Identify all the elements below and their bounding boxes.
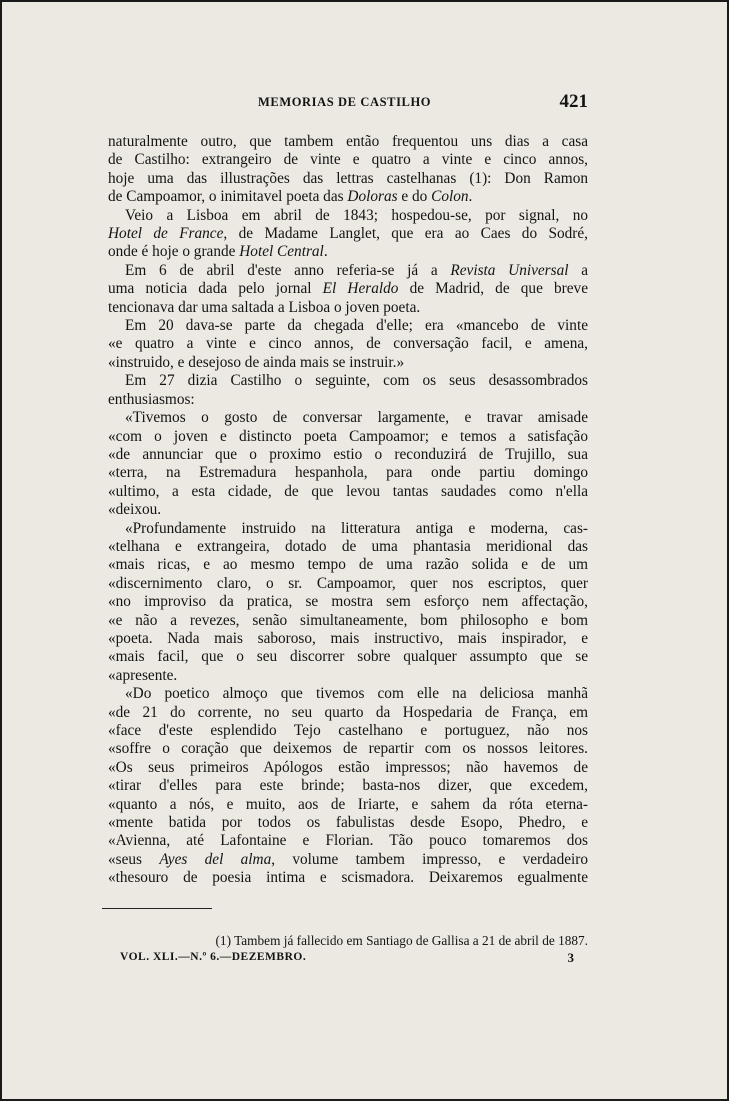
text-line: onde é hoje o grande Hotel Central. — [108, 243, 328, 261]
text-line: uma noticia dada pelo jornal El Heraldo de Madrid, de que breve — [108, 280, 588, 298]
text-line: «Os seus primeiros Apólogos estão impressos; não havemos de — [108, 758, 588, 776]
page-number: 421 — [559, 91, 588, 112]
text-line: «Tivemos o gosto de conversar largamente, e travar amisade — [125, 409, 588, 427]
text-line: Veio a Lisboa em abril de 1843; hospedou-se, por signal, no — [125, 206, 588, 224]
body-text — [108, 133, 588, 888]
text-line: Em 20 dava-se parte da chegada d'elle; era «mancebo de vinte — [125, 317, 588, 335]
text-line: «mais facil, que o seu discorrer sobre qualquer assumpto que se — [108, 648, 588, 666]
text-line: «apresente. — [108, 666, 178, 684]
text-line: «e não a revezes, senão simultaneamente, bom philosopho e bom — [108, 611, 588, 629]
text-line: «mais ricas, e ao mesmo tempo de uma razão solida e de um — [108, 556, 588, 574]
text-line: «de 21 do corrente, no seu quarto da Hospedaria de França, em — [108, 703, 588, 721]
text-line: naturalmente outro, que tambem então frequentou uns dias a casa — [108, 133, 588, 150]
text-line: «poeta. Nada mais saboroso, mais instructivo, mais inspirador, e — [108, 629, 588, 647]
text-line: hoje uma das illustrações das lettras castelhanas (1): Don Ramon — [108, 169, 588, 187]
text-line: de Castilho: extrangeiro de vinte e quatro a vinte e cinco annos, — [108, 151, 588, 169]
text-line: «Profundamente instruido na litteratura antiga e moderna, cas- — [125, 519, 588, 537]
text-line: Hotel de France, de Madame Langlet, que era ao Caes do Sodré, — [108, 225, 588, 243]
text-line: «mente batida por todos os fabulistas desde Esopo, Phedro, e — [108, 814, 588, 832]
text-line: «Avienna, até Lafontaine e Florian. Tão pouco tomaremos dos — [108, 832, 588, 850]
text-line: «terra, na Estremadura hespanhola, para onde partiu domingo — [108, 464, 588, 482]
text-line: «discernimento claro, o sr. Campoamor, quer nos escriptos, quer — [108, 574, 588, 592]
text-line: «com o joven e distincto poeta Campoamor; e temos a satisfação — [108, 427, 588, 445]
text-line: «quanto a nós, e muito, aos de Iriarte, e sahem da róta eterna- — [108, 795, 588, 813]
running-title: MEMORIAS DE CASTILHO — [258, 95, 432, 109]
text-line: «telhana e extrangeira, dotado de uma phantasia meridional das — [108, 537, 588, 555]
text-line: tencionava dar uma saltada a Lisboa o joven poeta. — [108, 298, 421, 316]
text-line: «ultimo, a esta cidade, de que levou tantas saudades como n'ella — [108, 482, 588, 500]
text-line: de Campoamor, o inimitavel poeta das Doloras e do Colon. — [108, 188, 473, 206]
text-line: «tirar d'elles para este brinde; basta-nos dizer, que excedem, — [108, 777, 588, 795]
text-line: Em 27 dizia Castilho o seguinte, com os seus desassombrados — [125, 372, 588, 390]
text-line: «instruido, e desejoso de ainda mais se instruir.» — [108, 353, 405, 371]
text-line: «Do poetico almoço que tivemos com elle na deliciosa manhã — [125, 685, 588, 703]
footnote: (1) Tambem já fallecido em Santiago de Gallisa a 21 de abril de 1887. — [215, 933, 588, 948]
footnote-divider — [102, 908, 212, 909]
text-line: enthusiasmos: — [108, 390, 195, 408]
text-line: «deixou. — [108, 501, 162, 519]
text-line: «de annunciar que o proximo estio o reconduzirá de Trujillo, sua — [108, 445, 588, 463]
page-header — [108, 93, 588, 115]
text-line: Em 6 de abril d'este anno referia-se já a Revista Universal a — [125, 261, 589, 279]
text-line: «face d'este esplendido Tejo castelhano e portuguez, não nos — [108, 722, 588, 739]
text-line: «e quatro a vinte e cinco annos, de conversação facil, e amena, — [108, 335, 588, 353]
volume-signature: VOL. XLI.—N.º 6.—DEZEMBRO. — [120, 951, 307, 963]
signature-mark: 3 — [567, 950, 574, 965]
text-line: «no improviso da pratica, se mostra sem esforço nem affectação, — [108, 593, 588, 611]
text-line: «seus Ayes del alma, volume tambem impresso, e verdadeiro — [108, 850, 589, 868]
text-line: «thesouro de poesia intima e scismadora. Deixaremos egualmente — [108, 869, 588, 887]
text-line: «soffre o coração que deixemos de repartir com os nossos leitores. — [108, 740, 588, 758]
